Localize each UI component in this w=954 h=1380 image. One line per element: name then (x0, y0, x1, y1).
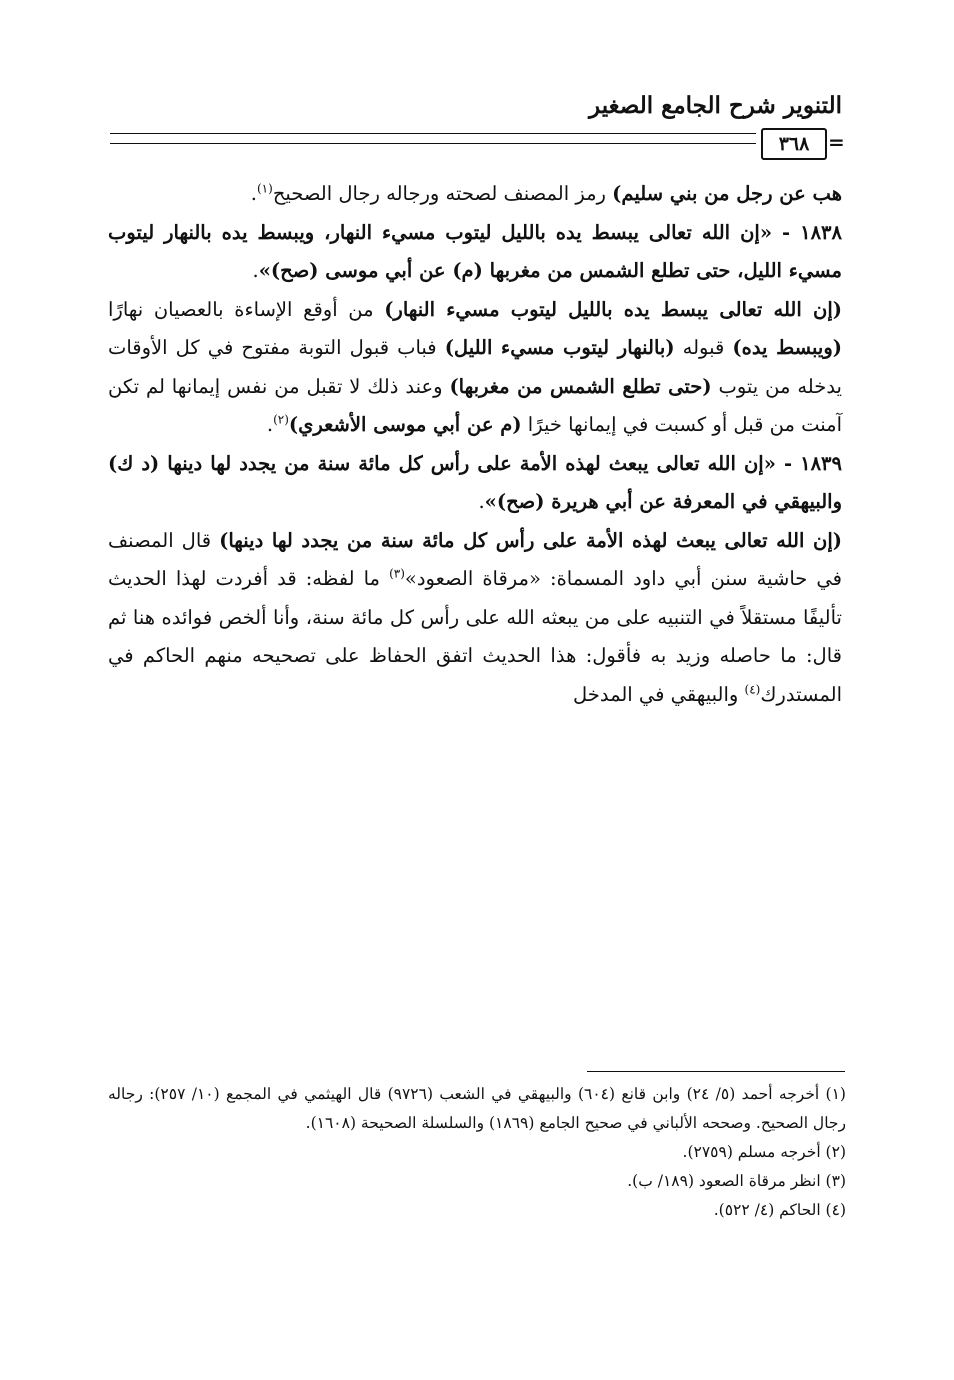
page-number: ٣٦٨ (761, 128, 827, 160)
footnote-ref-3: (٣) (389, 566, 405, 581)
footnote-separator (587, 1071, 845, 1072)
footnote-2: (٢) أخرجه مسلم (٢٧٥٩). (682, 1143, 846, 1161)
commentary-1838: (إن الله تعالى يبسط يده بالليل ليتوب مسيء النهار) من أوقع الإساءة بالعصيان نهارًا (ويبسط يده) قبوله (بالنهار ليتوب مسيء الليل) فباب قبول التوبة مفتوح في كل الأوقات يدخله من يتوب (حتى تطلع الشمس من مغربها) وعند ذلك لا تقبل من نفس إيمانها لم تكن آمنت من قبل أو كسبت في إيمانها خيرًا (م عن أبي موسى الأشعري)$^{(٢)}$. (108, 297, 842, 436)
footnote-4: (٤) الحاكم (٤/ ٥٢٢). (713, 1201, 846, 1219)
running-header-title: التنوير شرح الجامع الصغير (589, 92, 842, 119)
footnote-ref-1: (١) (256, 181, 273, 196)
paragraph-continuation: هب عن رجل من بني سليم) رمز المصنف لصحته ورجاله رجال الصحيح$^{(١)}$. (250, 181, 842, 205)
hadith-1839: ١٨٣٩ - «إن الله تعالى يبعث لهذه الأمة على رأس كل مائة سنة من يجدد لها دينها (د ك) والبيهقي في المعرفة عن أبي هريرة (صح)». (108, 451, 842, 513)
commentary-1839: (إن الله تعالى يبعث لهذه الأمة على رأس كل مائة سنة من يجدد لها دينها) قال المصنف في حاشية سنن أبي داود المسماة: «مرقاة الصعود»$^{(٣)}$ ما لفظه: قد أفردت لهذا الحديث تأليفًا مستقلاً في التنبيه على من يبعثه الله على رأس كل مائة سنة، وأنا ألخص فوائده هنا ثم قال: ما حاصله وزيد به فأقول: هذا الحديث اتفق الحفاظ على تصحيحه منهم الحاكم في المستدرك$^{(٤)}$ والبيهقي في المدخل (108, 528, 842, 706)
commentary-text: رمز المصنف لصحته ورجاله رجال الصحيح (272, 182, 613, 205)
footnote-1: (١) أخرجه أحمد (٥/ ٢٤) وابن قانع (٦٠٤) والبيهقي في الشعب (٩٧٢٦) قال الهيثمي في المجمع (١٠/ ٢٥٧): رجاله رجال الصحيح. وصححه الألباني في صحيح الجامع (١٨٦٩) والسلسلة الصحيحة (١٦٠٨). (108, 1085, 846, 1132)
hadith-1839-text: ١٨٣٩ - «إن الله تعالى يبعث لهذه الأمة على رأس كل مائة سنة من يجدد لها دينها (د ك) والبيهقي في المعرفة عن أبي هريرة (صح)» (108, 451, 842, 513)
footnote-ref-4: (٤) (744, 682, 761, 696)
header-rule-top (110, 133, 756, 134)
header-rule-bottom (110, 143, 756, 144)
citation-bold: هب عن رجل من بني سليم) (612, 182, 842, 205)
main-text (108, 175, 842, 714)
edge-mark: = (828, 130, 845, 154)
hadith-1838-text: ١٨٣٨ - «إن الله تعالى يبسط يده بالليل ليتوب مسيء النهار، ويبسط يده بالنهار ليتوب مسيء الليل، حتى تطلع الشمس من مغربها (م) عن أبي موسى (صح)» (108, 220, 842, 282)
footnote-ref-2: (٢) (273, 412, 289, 427)
hadith-1838: ١٨٣٨ - «إن الله تعالى يبسط يده بالليل ليتوب مسيء النهار، ويبسط يده بالنهار ليتوب مسيء الليل، حتى تطلع الشمس من مغربها (م) عن أبي موسى (صح)». (108, 220, 842, 282)
footnotes (108, 1080, 846, 1225)
footnote-3: (٣) انظر مرقاة الصعود (١٨٩/ ب). (627, 1172, 846, 1190)
